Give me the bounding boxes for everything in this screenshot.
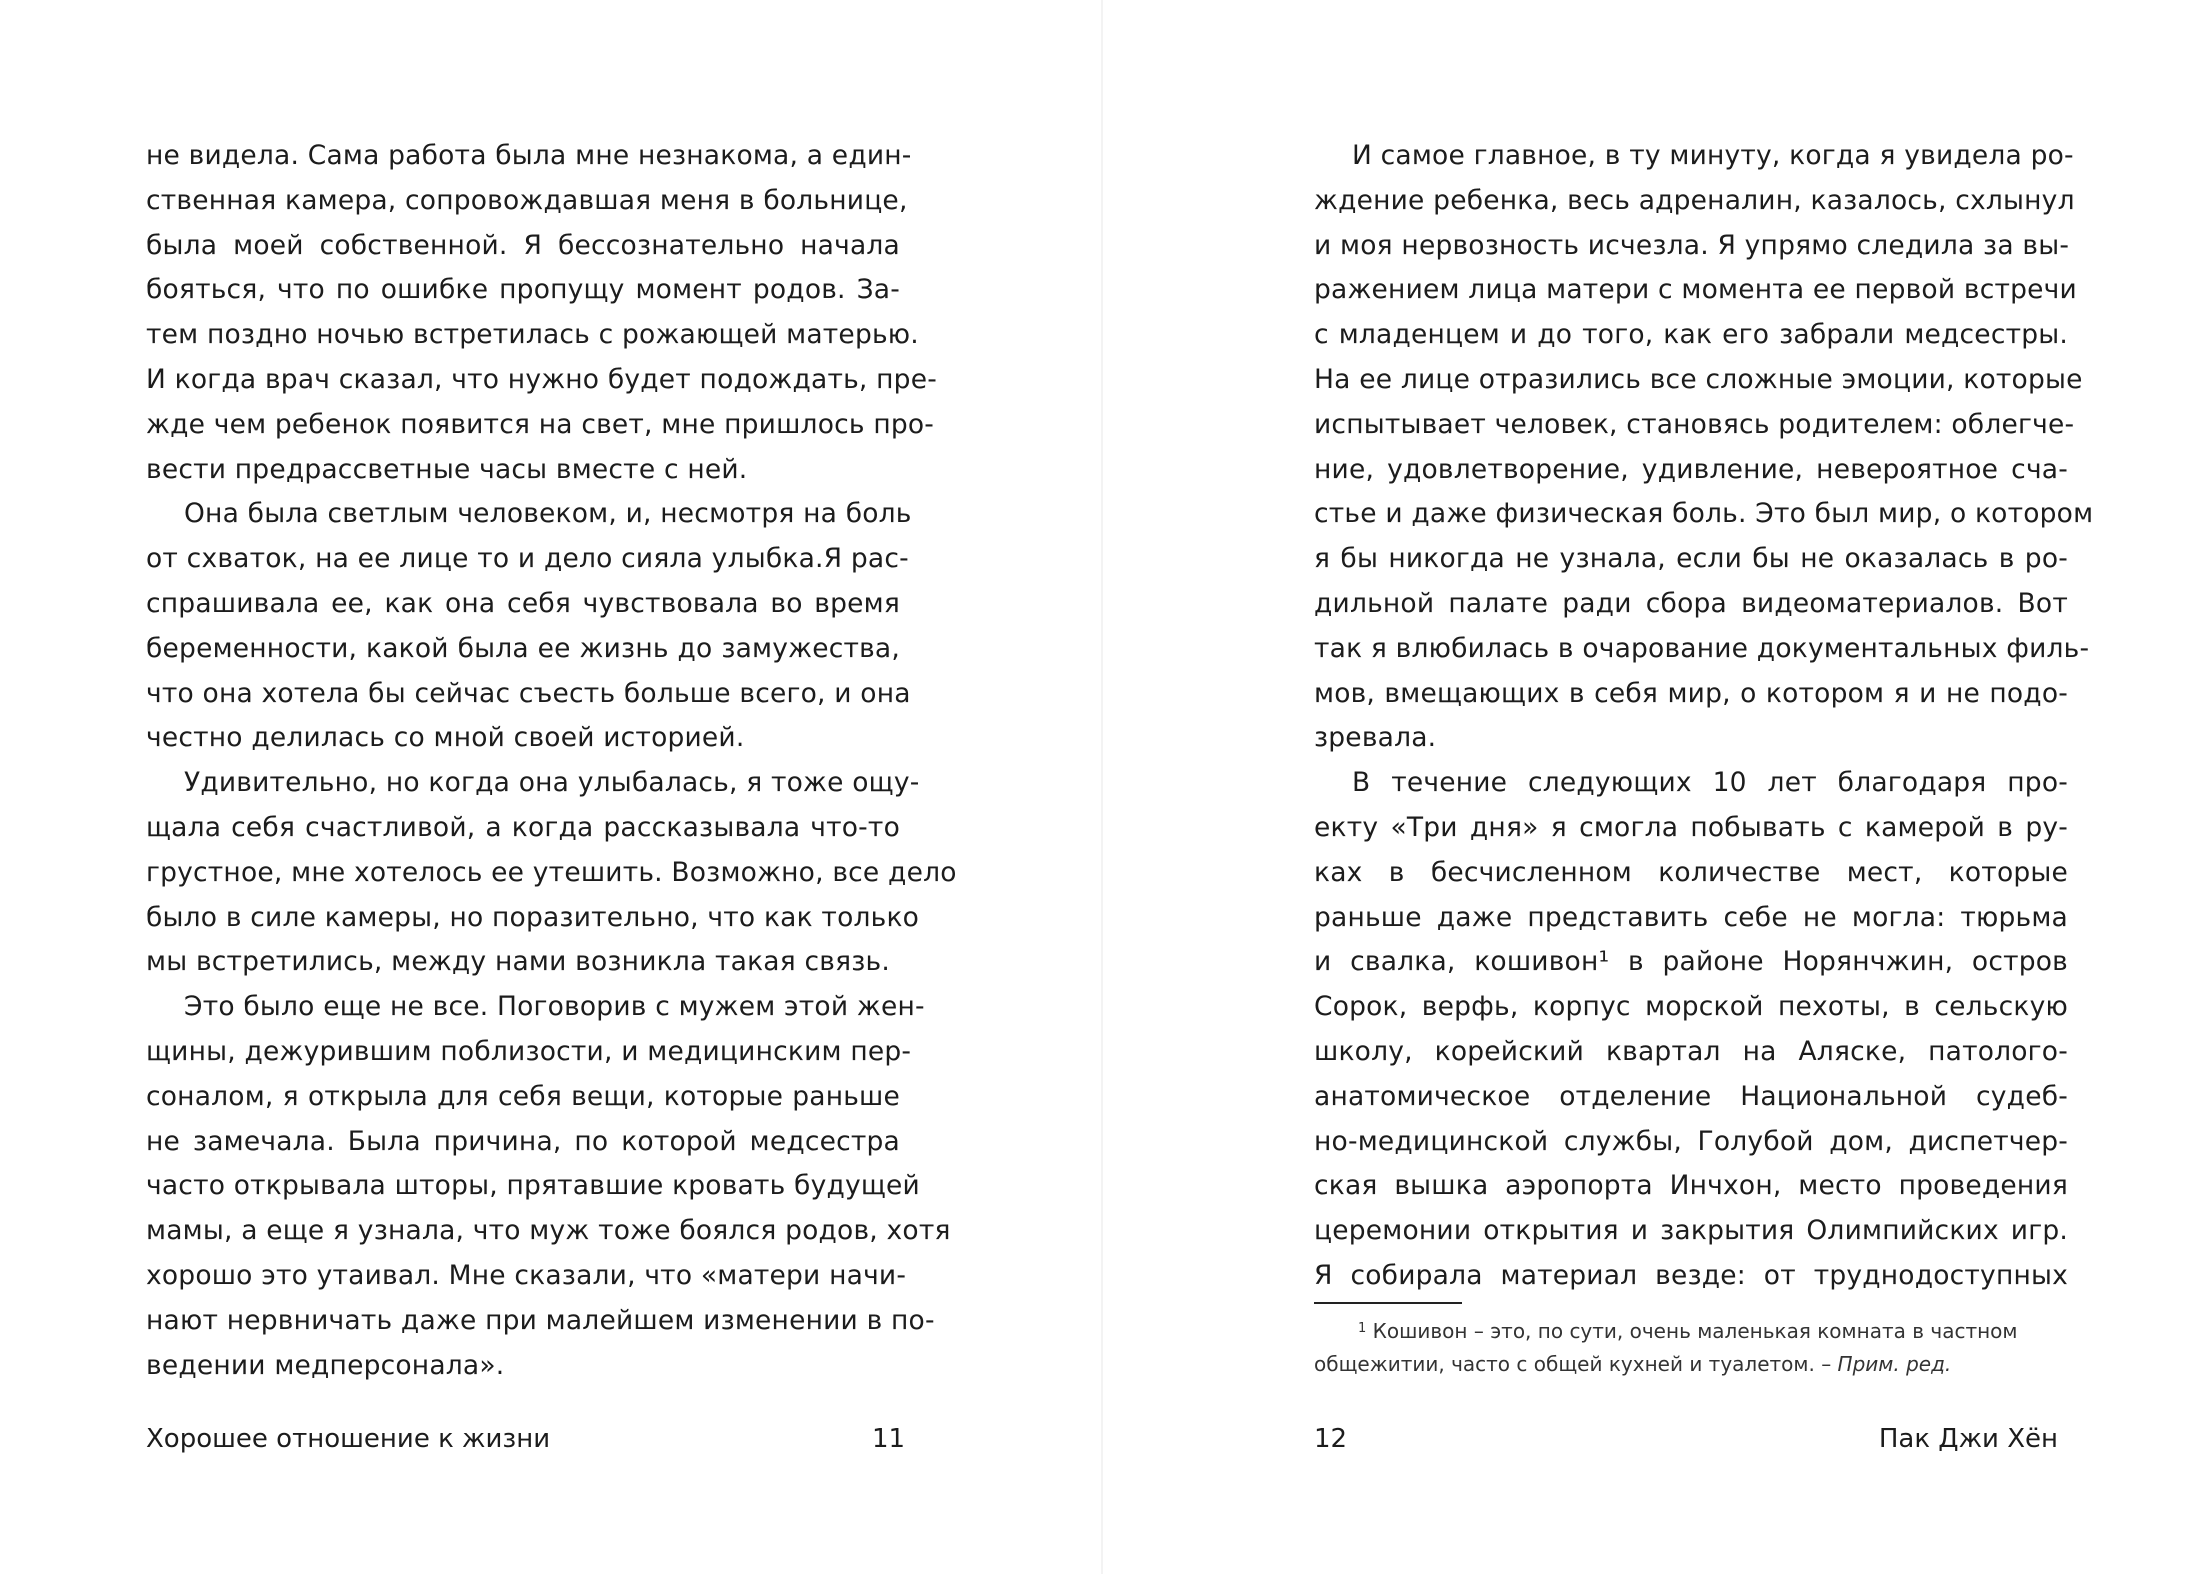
footnote-text: общежитии, часто с общей кухней и туалетом. –: [1314, 1352, 1838, 1376]
text-line: так я влюбилась в очарование документальных филь-: [1314, 632, 2090, 664]
text-line: нают нервничать даже при малейшем изменении в по-: [146, 1304, 935, 1336]
text-line: грустное, мне хотелось ее утешить. Возможно, все дело: [146, 856, 957, 888]
text-line: было в силе камеры, но поразительно, что как только: [146, 901, 920, 933]
text-line: спрашивала ее, как она себя чувствовала во время: [146, 587, 900, 619]
text-line: тем поздно ночью встретилась с рожающей матерью.: [146, 319, 919, 351]
text-line: и свалка, кошивон¹ в районе Норянчжин, остров: [1314, 946, 2068, 978]
text-line: мы встретились, между нами возникла такая связь.: [146, 946, 890, 978]
text-line: что она хотела бы сейчас съесть больше всего, и она: [146, 677, 911, 709]
text-line: И самое главное, в ту минуту, когда я увидела ро-: [1352, 140, 2074, 171]
text-line: анатомическое отделение Национальной судеб-: [1314, 1080, 2068, 1112]
footnote: [1314, 1312, 2074, 1381]
text-line: На ее лице отразились все сложные эмоции, которые: [1314, 363, 2083, 395]
running-title: Хорошее отношение к жизни: [146, 1424, 551, 1454]
text-line: беременности, какой была ее жизнь до замужества,: [146, 632, 900, 664]
running-title: Пак Джи Хён: [1878, 1424, 2058, 1454]
text-line: Удивительно, но когда она улыбалась, я тоже ощу-: [184, 767, 920, 799]
text-line: от схваток, на ее лице то и дело сияла улыбка.Я рас-: [146, 543, 909, 575]
text-line: но-медицинской службы, Голубой дом, диспетчер-: [1314, 1125, 2068, 1157]
text-line: вести предрассветные часы вместе с ней.: [146, 453, 748, 485]
text-line: ственная камера, сопровождавшая меня в больнице,: [146, 184, 908, 216]
text-line: и моя нервозность исчезла. Я упрямо следила за вы-: [1314, 229, 2070, 261]
text-line: хорошо это утаивал. Мне сказали, что «матери начи-: [146, 1259, 907, 1291]
text-line: щала себя счастливой, а когда рассказывала что-то: [146, 811, 900, 843]
text-line: Я собирала материал везде: от труднодоступных: [1314, 1259, 2068, 1291]
text-line: зревала.: [1314, 722, 1437, 754]
text-line: ках в бесчисленном количестве мест, которые: [1314, 856, 2068, 888]
text-line: я бы никогда не узнала, если бы не оказалась в ро-: [1314, 543, 2068, 575]
text-line: стье и даже физическая боль. Это был мир, о котором: [1314, 498, 2094, 530]
page-number: 11: [872, 1424, 906, 1454]
text-line: бояться, что по ошибке пропущу момент родов. За-: [146, 274, 900, 306]
right-page: [1102, 0, 2204, 1574]
text-line: Это было еще не все. Поговорив с мужем этой жен-: [184, 991, 925, 1023]
text-line: ведении медперсонала».: [146, 1349, 505, 1381]
text-line: с младенцем и до того, как его забрали медсестры.: [1314, 319, 2068, 351]
footnote-line: [1314, 1348, 2074, 1381]
text-line: ская вышка аэропорта Инчхон, место проведения: [1314, 1170, 2068, 1202]
text-line: мов, вмещающих в себя мир, о котором я и не подо-: [1314, 677, 2068, 709]
text-line: Она была светлым человеком, и, несмотря на боль: [184, 498, 912, 530]
text-line: Сорок, верфь, корпус морской пехоты, в сельскую: [1314, 991, 2068, 1023]
text-line: жде чем ребенок появится на свет, мне пришлось про-: [146, 408, 935, 440]
text-line: ражением лица матери с момента ее первой встречи: [1314, 274, 2077, 306]
footnote-text: Кошивон – это, по сути, очень маленькая комната в частном: [1372, 1319, 2018, 1343]
text-line: церемонии открытия и закрытия Олимпийских игр.: [1314, 1215, 2068, 1247]
footnote-divider: [1314, 1302, 1462, 1304]
text-line: раньше даже представить себе не могла: тюрьма: [1314, 901, 2068, 933]
text-line: была моей собственной. Я бессознательно начала: [146, 229, 900, 261]
text-line: часто открывала шторы, прятавшие кровать будущей: [146, 1170, 920, 1202]
text-line: школу, корейский квартал на Аляске, патолого-: [1314, 1035, 2068, 1067]
text-line: испытывает человек, становясь родителем: облегче-: [1314, 408, 2075, 440]
text-line: не замечала. Была причина, по которой медсестра: [146, 1125, 900, 1157]
text-line: ждение ребенка, весь адреналин, казалось, схлынул: [1314, 184, 2075, 216]
text-line: щины, дежурившим поблизости, и медицинским пер-: [146, 1035, 912, 1067]
text-line: екту «Три дня» я смогла побывать с камерой в ру-: [1314, 811, 2068, 843]
right-page-body: [1314, 134, 2094, 1299]
text-line: мамы, а еще я узнала, что муж тоже боялся родов, хотя: [146, 1215, 951, 1247]
left-page-body: [146, 134, 957, 1388]
text-line: не видела. Сама работа была мне незнакома, а един-: [146, 140, 912, 171]
text-line: И когда врач сказал, что нужно будет подождать, пре-: [146, 363, 937, 395]
footnote-editor-note: Прим. ред.: [1837, 1352, 1952, 1376]
text-line: честно делилась со мной своей историей.: [146, 722, 745, 754]
footnote-marker: 1: [1358, 1321, 1367, 1336]
text-line: В течение следующих 10 лет благодаря про-: [1352, 767, 2068, 799]
text-line: ние, удовлетворение, удивление, невероятное сча-: [1314, 453, 2068, 485]
text-line: дильной палате ради сбора видеоматериалов. Вот: [1314, 587, 2068, 619]
footnote-line: [1314, 1312, 2074, 1348]
page-number: 12: [1314, 1424, 1348, 1454]
text-line: соналом, я открыла для себя вещи, которые раньше: [146, 1080, 900, 1112]
